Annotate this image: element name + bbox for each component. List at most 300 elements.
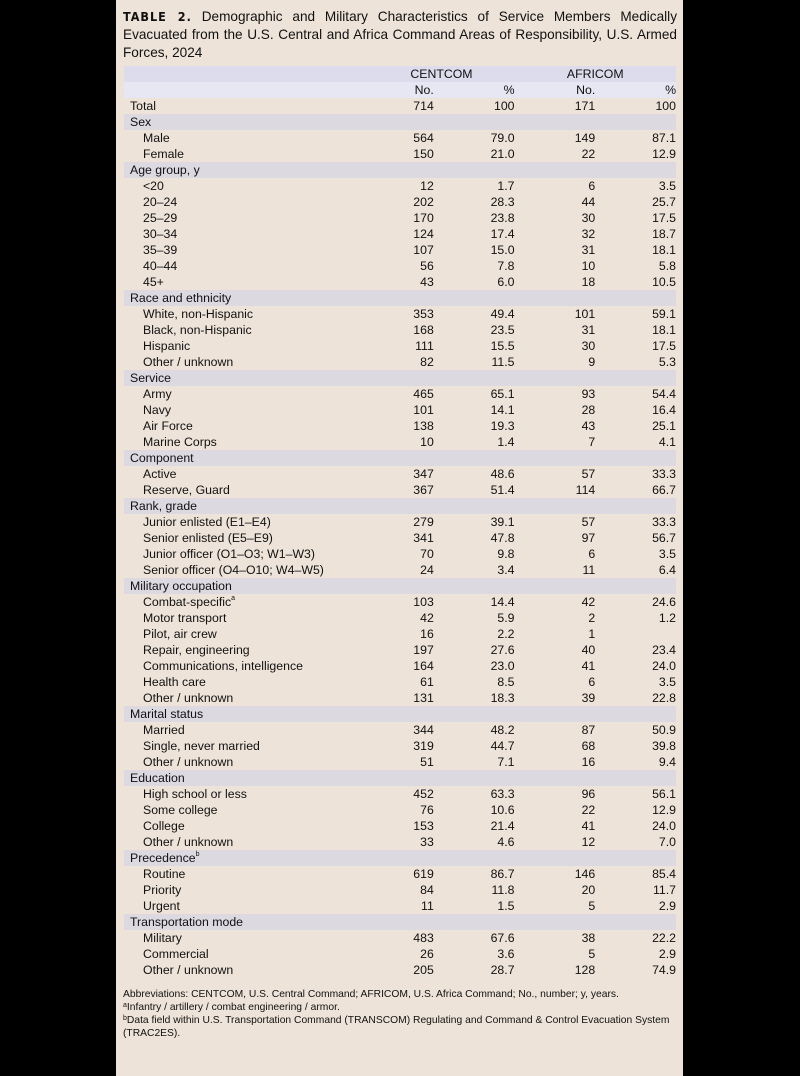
centcom-pct: 14.1 — [490, 403, 515, 417]
africom-pct: 3.5 — [658, 675, 676, 689]
africom-no: 93 — [581, 387, 596, 401]
centcom-pct: 100 — [494, 99, 515, 113]
total-row — [124, 98, 676, 114]
section-header-row — [124, 114, 676, 130]
table-row — [124, 482, 676, 498]
table-row — [124, 946, 676, 962]
section-header-row — [124, 578, 676, 594]
centcom-no: 150 — [413, 147, 434, 161]
africom-no: 30 — [581, 211, 596, 225]
africom-no: 57 — [581, 467, 596, 481]
row-label: Other / unknown — [143, 691, 234, 705]
centcom-no: 26 — [420, 947, 434, 961]
row-label: Air Force — [143, 419, 193, 433]
row-label: Combat-specific$^a$ — [143, 595, 236, 609]
row-label: Marine Corps — [143, 435, 217, 449]
africom-pct: 2.9 — [658, 947, 676, 961]
row-label: Repair, engineering — [143, 643, 250, 657]
africom-pct: 7.0 — [658, 835, 676, 849]
row-label: <20 — [143, 179, 164, 193]
africom-no: 16 — [581, 755, 596, 769]
table-row — [124, 466, 676, 482]
africom-pct: 12.9 — [652, 147, 676, 161]
table-row — [124, 562, 676, 578]
centcom-no: 124 — [413, 227, 434, 241]
table-row — [124, 354, 676, 370]
africom-pct: 85.4 — [652, 867, 676, 881]
africom-no: 31 — [581, 243, 596, 257]
centcom-no: 51 — [420, 755, 434, 769]
africom-pct: 56.7 — [652, 531, 676, 545]
africom-no: 7 — [588, 435, 596, 449]
centcom-no: 714 — [413, 99, 434, 113]
centcom-no: 205 — [413, 963, 434, 977]
table-row — [124, 626, 676, 642]
africom-pct: 66.7 — [652, 483, 676, 497]
africom-no: 12 — [581, 835, 596, 849]
africom-pct: 39.8 — [652, 739, 676, 753]
africom-no: 6 — [588, 675, 596, 689]
centcom-pct: 86.7 — [490, 867, 515, 881]
africom-no: 43 — [581, 419, 596, 433]
africom-no: 68 — [581, 739, 596, 753]
table-row — [124, 866, 676, 882]
centcom-pct: 67.6 — [490, 931, 515, 945]
centcom-no: 168 — [413, 323, 434, 337]
centcom-no: 103 — [413, 595, 434, 609]
africom-pct: 10.5 — [652, 275, 676, 289]
africom-no: 5 — [588, 947, 596, 961]
row-label: Navy — [143, 403, 172, 417]
centcom-pct: 28.7 — [490, 963, 515, 977]
table-row — [124, 754, 676, 770]
centcom-no: 111 — [415, 339, 434, 353]
table-row — [124, 834, 676, 850]
section-header-row — [124, 290, 676, 306]
table-row — [124, 594, 676, 610]
header-sub-row — [124, 82, 676, 98]
centcom-no: 279 — [413, 515, 434, 529]
table-row — [124, 818, 676, 834]
table-row — [124, 418, 676, 434]
footnote-b: $^b$Data field within U.S. Transportation Command (TRANSCOM) Regulating and Command & Control Evacuation System (TRAC2ES). — [123, 1015, 670, 1039]
section-title: Service — [124, 370, 676, 386]
row-label: Married — [143, 723, 185, 737]
africom-pct: 74.9 — [652, 963, 676, 977]
africom-pct: 5.3 — [658, 355, 676, 369]
africom-pct: 25.7 — [652, 195, 676, 209]
centcom-pct: 65.1 — [490, 387, 515, 401]
africom-pct: 59.1 — [652, 307, 676, 321]
africom-no: 22 — [581, 147, 596, 161]
centcom-pct: 9.8 — [497, 547, 515, 561]
row-label: Other / unknown — [143, 835, 234, 849]
row-label: Military — [143, 931, 182, 945]
centcom-pct: 39.1 — [490, 515, 515, 529]
centcom-no: 11 — [421, 899, 434, 913]
row-label: Hispanic — [143, 339, 191, 353]
table-row — [124, 658, 676, 674]
centcom-pct: 4.6 — [497, 835, 515, 849]
header-africom: AFRICOM — [515, 66, 676, 82]
africom-pct — [595, 626, 676, 642]
row-label: Junior officer (O1–O3; W1–W3) — [143, 547, 315, 561]
header-africom-no: No. — [515, 82, 596, 98]
row-label: Active — [143, 467, 177, 481]
centcom-pct: 23.8 — [490, 211, 515, 225]
table-caption — [123, 8, 677, 62]
africom-no: 40 — [581, 643, 596, 657]
africom-no: 87 — [581, 723, 596, 737]
table-row — [124, 242, 676, 258]
section-header-row — [124, 450, 676, 466]
table-row — [124, 898, 676, 914]
africom-pct: 50.9 — [652, 723, 676, 737]
centcom-no: 16 — [420, 627, 434, 641]
row-label: Commercial — [143, 947, 209, 961]
centcom-no: 131 — [413, 691, 434, 705]
centcom-pct: 6.0 — [497, 275, 515, 289]
header-group-row — [124, 66, 676, 82]
centcom-no: 84 — [420, 883, 434, 897]
table-row — [124, 786, 676, 802]
row-label: Reserve, Guard — [143, 483, 230, 497]
africom-no: 28 — [581, 403, 596, 417]
africom-pct: 12.9 — [652, 803, 676, 817]
row-label: Pilot, air crew — [143, 627, 217, 641]
row-label: Priority — [143, 883, 182, 897]
row-label: Routine — [143, 867, 186, 881]
section-title: Age group, y — [124, 162, 676, 178]
centcom-pct: 15.5 — [490, 339, 515, 353]
centcom-pct: 1.5 — [497, 899, 515, 913]
africom-no: 114 — [575, 483, 596, 497]
table-row — [124, 322, 676, 338]
table-page — [116, 0, 683, 1076]
section-title: Marital status — [124, 706, 676, 722]
africom-pct: 6.4 — [658, 563, 676, 577]
row-label: 40–44 — [143, 259, 178, 273]
africom-pct: 2.9 — [658, 899, 676, 913]
centcom-no: 367 — [413, 483, 434, 497]
africom-pct: 24.0 — [652, 659, 676, 673]
centcom-no: 483 — [413, 931, 434, 945]
section-title: Precedence$^b$ — [124, 850, 676, 866]
centcom-pct: 8.5 — [497, 675, 515, 689]
table-title: Demographic and Military Characteristics of Service Members Medically Evacuated from the U.S. Central and Africa Command Areas of Responsibility, U.S. Armed Forces, 2024 — [123, 9, 677, 60]
row-label: Other / unknown — [143, 963, 234, 977]
africom-pct: 22.2 — [652, 931, 676, 945]
table-row — [124, 610, 676, 626]
table-row — [124, 930, 676, 946]
centcom-pct: 21.4 — [490, 819, 515, 833]
africom-pct: 18.7 — [652, 227, 676, 241]
centcom-no: 319 — [413, 739, 434, 753]
africom-no: 9 — [588, 355, 596, 369]
section-title: Transportation mode — [124, 914, 676, 930]
section-title: Sex — [124, 114, 676, 130]
centcom-pct: 14.4 — [490, 595, 515, 609]
table-row — [124, 546, 676, 562]
table-row — [124, 386, 676, 402]
africom-no: 1 — [588, 627, 596, 641]
centcom-no: 61 — [420, 675, 434, 689]
africom-pct: 33.3 — [652, 515, 676, 529]
row-label: 35–39 — [143, 243, 178, 257]
africom-no: 22 — [581, 803, 596, 817]
section-header-row — [124, 770, 676, 786]
data-table — [124, 66, 676, 978]
table-label: TABLE 2. — [123, 9, 192, 24]
africom-no: 32 — [581, 227, 596, 241]
header-africom-pct: % — [595, 82, 676, 98]
africom-pct: 18.1 — [652, 243, 676, 257]
row-label: Other / unknown — [143, 355, 234, 369]
row-label: Senior officer (O4–O10; W4–W5) — [143, 563, 324, 577]
africom-pct: 24.0 — [652, 819, 676, 833]
africom-no: 128 — [574, 963, 596, 977]
centcom-pct: 1.4 — [497, 435, 515, 449]
table-row — [124, 882, 676, 898]
centcom-no: 153 — [413, 819, 434, 833]
centcom-no: 42 — [420, 611, 434, 625]
africom-pct: 17.5 — [652, 339, 676, 353]
africom-pct: 9.4 — [658, 755, 676, 769]
africom-pct: 56.1 — [652, 787, 676, 801]
africom-pct: 3.5 — [658, 547, 676, 561]
table-row — [124, 402, 676, 418]
centcom-pct: 48.2 — [490, 723, 515, 737]
centcom-no: 70 — [420, 547, 434, 561]
centcom-pct: 27.6 — [490, 643, 515, 657]
africom-no: 6 — [588, 547, 596, 561]
centcom-no: 465 — [413, 387, 434, 401]
centcom-pct: 3.4 — [497, 563, 515, 577]
centcom-no: 353 — [413, 307, 434, 321]
africom-pct: 11.7 — [652, 883, 676, 897]
africom-no: 96 — [581, 787, 596, 801]
africom-pct: 4.1 — [658, 435, 676, 449]
centcom-pct: 23.5 — [490, 323, 515, 337]
centcom-no: 56 — [420, 259, 434, 273]
table-row — [124, 642, 676, 658]
table-row — [124, 434, 676, 450]
section-header-row — [124, 498, 676, 514]
centcom-no: 164 — [413, 659, 434, 673]
table-row — [124, 194, 676, 210]
row-label: 30–34 — [143, 227, 178, 241]
row-label: Senior enlisted (E5–E9) — [143, 531, 273, 545]
centcom-no: 24 — [420, 563, 434, 577]
africom-pct: 17.5 — [652, 211, 676, 225]
table-row — [124, 210, 676, 226]
table-row — [124, 274, 676, 290]
header-centcom-no: No. — [368, 82, 433, 98]
centcom-pct: 17.4 — [490, 227, 515, 241]
row-label: Army — [143, 387, 172, 401]
centcom-pct: 3.6 — [497, 947, 515, 961]
section-header-row — [124, 706, 676, 722]
centcom-no: 101 — [413, 403, 434, 417]
table-row — [124, 690, 676, 706]
africom-pct: 54.4 — [652, 387, 676, 401]
row-label: Some college — [143, 803, 218, 817]
section-header-row — [124, 850, 676, 866]
africom-pct: 87.1 — [652, 131, 676, 145]
row-label: 25–29 — [143, 211, 178, 225]
centcom-pct: 15.0 — [490, 243, 515, 257]
centcom-pct: 18.3 — [490, 691, 515, 705]
row-label: High school or less — [143, 787, 247, 801]
africom-no: 2 — [588, 611, 596, 625]
row-label: Health care — [143, 675, 206, 689]
centcom-no: 197 — [413, 643, 434, 657]
table-row — [124, 722, 676, 738]
centcom-no: 202 — [413, 195, 434, 209]
row-label: Other / unknown — [143, 755, 234, 769]
table-row — [124, 258, 676, 274]
africom-no: 18 — [581, 275, 596, 289]
centcom-pct: 5.9 — [497, 611, 515, 625]
centcom-no: 452 — [413, 787, 434, 801]
section-title: Rank, grade — [124, 498, 676, 514]
africom-no: 5 — [588, 899, 596, 913]
table-row — [124, 674, 676, 690]
table-row — [124, 802, 676, 818]
africom-pct: 33.3 — [652, 467, 676, 481]
africom-no: 101 — [574, 307, 596, 321]
africom-pct: 18.1 — [652, 323, 676, 337]
table-row — [124, 130, 676, 146]
africom-pct: 24.6 — [652, 595, 676, 609]
row-label: Total — [130, 99, 156, 113]
centcom-pct: 11.8 — [491, 883, 515, 897]
centcom-no: 170 — [413, 211, 434, 225]
centcom-pct: 1.7 — [497, 179, 515, 193]
table-row — [124, 530, 676, 546]
table-row — [124, 738, 676, 754]
row-label: Junior enlisted (E1–E4) — [143, 515, 271, 529]
section-title: Military occupation — [124, 578, 676, 594]
section-header-row — [124, 914, 676, 930]
africom-no: 171 — [574, 99, 596, 113]
section-title: Component — [124, 450, 676, 466]
africom-no: 20 — [581, 883, 596, 897]
table-row — [124, 226, 676, 242]
centcom-pct: 51.4 — [490, 483, 515, 497]
africom-no: 42 — [581, 595, 596, 609]
centcom-pct: 48.6 — [490, 467, 515, 481]
footnote-a: $^a$Infantry / artillery / combat engineering / armor. — [123, 1002, 340, 1013]
section-header-row — [124, 162, 676, 178]
africom-pct: 100 — [655, 99, 676, 113]
header-centcom: CENTCOM — [368, 66, 514, 82]
row-label: Communications, intelligence — [143, 659, 303, 673]
africom-no: 6 — [588, 179, 596, 193]
centcom-no: 344 — [413, 723, 434, 737]
section-title: Race and ethnicity — [124, 290, 676, 306]
africom-pct: 5.8 — [658, 259, 676, 273]
row-label: Black, non-Hispanic — [143, 323, 252, 337]
table-row — [124, 338, 676, 354]
row-label: 20–24 — [143, 195, 178, 209]
row-label: Single, never married — [143, 739, 260, 753]
centcom-no: 138 — [413, 419, 434, 433]
centcom-pct: 19.3 — [490, 419, 515, 433]
centcom-pct: 2.2 — [497, 627, 515, 641]
centcom-pct: 11.5 — [491, 355, 515, 369]
row-label: 45+ — [143, 275, 164, 289]
africom-pct: 25.1 — [652, 419, 676, 433]
africom-no: 11 — [582, 563, 596, 577]
header-centcom-pct: % — [434, 82, 515, 98]
centcom-pct: 7.1 — [497, 755, 515, 769]
africom-no: 38 — [581, 931, 596, 945]
row-label: White, non-Hispanic — [143, 307, 254, 321]
africom-no: 30 — [581, 339, 596, 353]
table-row — [124, 514, 676, 530]
africom-no: 41 — [581, 659, 596, 673]
centcom-pct: 28.3 — [490, 195, 515, 209]
africom-no: 10 — [581, 259, 596, 273]
africom-pct: 1.2 — [658, 611, 676, 625]
centcom-pct: 7.8 — [497, 259, 515, 273]
section-title: Education — [124, 770, 676, 786]
centcom-pct: 49.4 — [490, 307, 515, 321]
centcom-no: 76 — [420, 803, 434, 817]
section-header-row — [124, 370, 676, 386]
table-row — [124, 178, 676, 194]
table-footnotes — [123, 988, 679, 1040]
table-row — [124, 962, 676, 978]
row-label: Urgent — [143, 899, 180, 913]
table-row — [124, 146, 676, 162]
africom-no: 146 — [574, 867, 596, 881]
row-label: Motor transport — [143, 611, 227, 625]
africom-no: 97 — [581, 531, 596, 545]
africom-pct: 23.4 — [652, 643, 676, 657]
centcom-no: 10 — [420, 435, 434, 449]
centcom-no: 43 — [420, 275, 434, 289]
row-label: Female — [143, 147, 185, 161]
africom-no: 44 — [581, 195, 596, 209]
africom-pct: 22.8 — [652, 691, 676, 705]
centcom-pct: 10.6 — [490, 803, 515, 817]
centcom-no: 347 — [413, 467, 434, 481]
row-label: Male — [143, 131, 170, 145]
centcom-no: 341 — [413, 531, 434, 545]
centcom-pct: 44.7 — [490, 739, 515, 753]
abbreviations-note: Abbreviations: CENTCOM, U.S. Central Command; AFRICOM, U.S. Africa Command; No., number; y, years. — [123, 989, 619, 1000]
africom-pct: 16.4 — [652, 403, 676, 417]
row-label: College — [143, 819, 185, 833]
africom-no: 57 — [581, 515, 596, 529]
africom-pct: 3.5 — [658, 179, 676, 193]
centcom-pct: 63.3 — [490, 787, 515, 801]
centcom-no: 33 — [420, 835, 434, 849]
centcom-pct: 79.0 — [490, 131, 515, 145]
africom-no: 41 — [581, 819, 596, 833]
africom-no: 149 — [574, 131, 596, 145]
centcom-no: 82 — [420, 355, 434, 369]
centcom-no: 107 — [413, 243, 434, 257]
centcom-no: 564 — [413, 131, 434, 145]
centcom-pct: 23.0 — [490, 659, 515, 673]
centcom-no: 619 — [413, 867, 434, 881]
centcom-pct: 47.8 — [490, 531, 515, 545]
table-row — [124, 306, 676, 322]
africom-no: 31 — [581, 323, 596, 337]
